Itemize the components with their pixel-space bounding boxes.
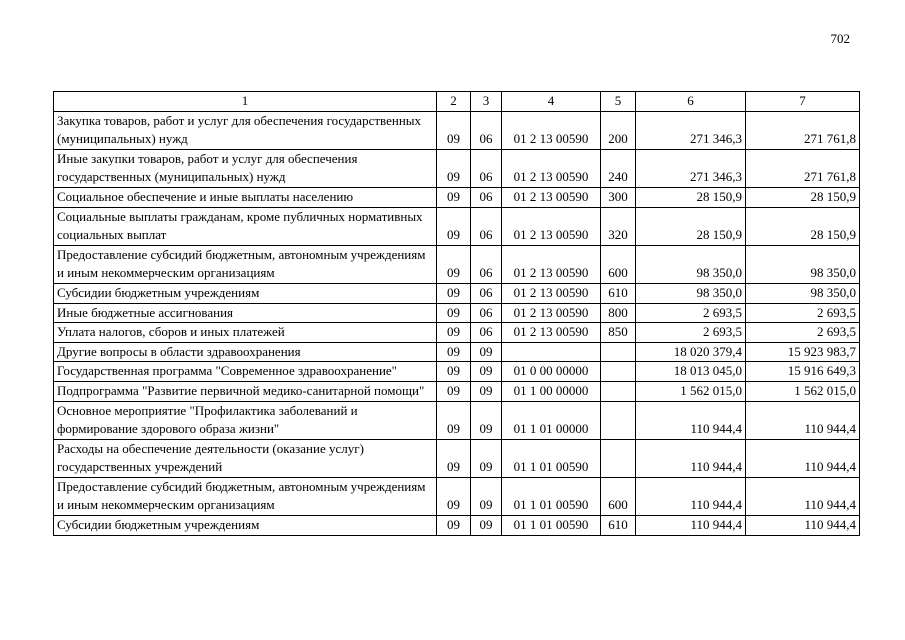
amount-year1-cell: 98 350,0 (636, 245, 746, 283)
amount-year1-cell: 18 020 379,4 (636, 342, 746, 362)
amount-year1-cell: 110 944,4 (636, 401, 746, 439)
amount-year1-cell: 110 944,4 (636, 439, 746, 477)
row-name-cell: Государственная программа "Современное здравоохранение" (54, 362, 437, 382)
table-row (54, 187, 860, 207)
subsection-code-cell: 06 (471, 207, 502, 245)
table-row (54, 207, 860, 245)
amount-year2-cell: 98 350,0 (746, 283, 860, 303)
expense-type-cell (601, 342, 636, 362)
target-article-cell: 01 2 13 00590 (502, 149, 601, 187)
expense-type-cell: 610 (601, 516, 636, 536)
target-article-cell: 01 1 01 00000 (502, 401, 601, 439)
table-row (54, 381, 860, 401)
amount-year2-cell: 2 693,5 (746, 323, 860, 343)
amount-year1-cell: 2 693,5 (636, 303, 746, 323)
header-cell: 6 (636, 92, 746, 112)
row-name-cell: Социальное обеспечение и иные выплаты населению (54, 187, 437, 207)
amount-year1-cell: 271 346,3 (636, 111, 746, 149)
section-code-cell: 09 (437, 439, 471, 477)
table-row (54, 283, 860, 303)
expense-type-cell: 200 (601, 111, 636, 149)
table-row (54, 401, 860, 439)
target-article-cell: 01 1 01 00590 (502, 477, 601, 515)
section-code-cell: 09 (437, 362, 471, 382)
row-name-cell: Иные бюджетные ассигнования (54, 303, 437, 323)
header-cell: 7 (746, 92, 860, 112)
section-code-cell: 09 (437, 323, 471, 343)
subsection-code-cell: 06 (471, 323, 502, 343)
amount-year2-cell: 271 761,8 (746, 149, 860, 187)
subsection-code-cell: 09 (471, 362, 502, 382)
row-name-cell: Предоставление субсидий бюджетным, автономным учреждениям и иным некоммерческим организациям (54, 245, 437, 283)
amount-year2-cell: 28 150,9 (746, 207, 860, 245)
subsection-code-cell: 06 (471, 149, 502, 187)
header-cell: 1 (54, 92, 437, 112)
section-code-cell: 09 (437, 283, 471, 303)
budget-table (53, 91, 860, 536)
table-row (54, 342, 860, 362)
header-cell: 2 (437, 92, 471, 112)
row-name-cell: Расходы на обеспечение деятельности (оказание услуг) государственных учреждений (54, 439, 437, 477)
subsection-code-cell: 09 (471, 381, 502, 401)
row-name-cell: Социальные выплаты гражданам, кроме публичных нормативных социальных выплат (54, 207, 437, 245)
target-article-cell: 01 0 00 00000 (502, 362, 601, 382)
table-row (54, 111, 860, 149)
expense-type-cell (601, 381, 636, 401)
section-code-cell: 09 (437, 381, 471, 401)
target-article-cell (502, 342, 601, 362)
amount-year1-cell: 2 693,5 (636, 323, 746, 343)
amount-year2-cell: 271 761,8 (746, 111, 860, 149)
target-article-cell: 01 2 13 00590 (502, 187, 601, 207)
amount-year2-cell: 1 562 015,0 (746, 381, 860, 401)
target-article-cell: 01 2 13 00590 (502, 323, 601, 343)
amount-year1-cell: 28 150,9 (636, 207, 746, 245)
amount-year1-cell: 98 350,0 (636, 283, 746, 303)
subsection-code-cell: 06 (471, 303, 502, 323)
section-code-cell: 09 (437, 477, 471, 515)
target-article-cell: 01 1 01 00590 (502, 516, 601, 536)
amount-year2-cell: 110 944,4 (746, 439, 860, 477)
amount-year2-cell: 15 923 983,7 (746, 342, 860, 362)
expense-type-cell: 850 (601, 323, 636, 343)
section-code-cell: 09 (437, 187, 471, 207)
expense-type-cell: 240 (601, 149, 636, 187)
subsection-code-cell: 06 (471, 187, 502, 207)
row-name-cell: Подпрограмма "Развитие первичной медико-санитарной помощи" (54, 381, 437, 401)
subsection-code-cell: 09 (471, 477, 502, 515)
expense-type-cell: 600 (601, 477, 636, 515)
page-number: 702 (830, 31, 850, 46)
expense-type-cell: 320 (601, 207, 636, 245)
amount-year1-cell: 110 944,4 (636, 516, 746, 536)
header-cell: 3 (471, 92, 502, 112)
expense-type-cell: 800 (601, 303, 636, 323)
section-code-cell: 09 (437, 342, 471, 362)
expense-type-cell (601, 362, 636, 382)
section-code-cell: 09 (437, 516, 471, 536)
table-row (54, 323, 860, 343)
amount-year2-cell: 15 916 649,3 (746, 362, 860, 382)
amount-year1-cell: 110 944,4 (636, 477, 746, 515)
amount-year2-cell: 28 150,9 (746, 187, 860, 207)
row-name-cell: Другие вопросы в области здравоохранения (54, 342, 437, 362)
table-row (54, 245, 860, 283)
amount-year2-cell: 110 944,4 (746, 477, 860, 515)
expense-type-cell (601, 439, 636, 477)
amount-year1-cell: 28 150,9 (636, 187, 746, 207)
table-header-row (54, 92, 860, 112)
subsection-code-cell: 06 (471, 245, 502, 283)
row-name-cell: Иные закупки товаров, работ и услуг для обеспечения государственных (муниципальных) нужд (54, 149, 437, 187)
section-code-cell: 09 (437, 207, 471, 245)
table-row (54, 439, 860, 477)
header-cell: 4 (502, 92, 601, 112)
table-row (54, 362, 860, 382)
section-code-cell: 09 (437, 149, 471, 187)
subsection-code-cell: 09 (471, 439, 502, 477)
amount-year1-cell: 18 013 045,0 (636, 362, 746, 382)
amount-year2-cell: 110 944,4 (746, 516, 860, 536)
row-name-cell: Уплата налогов, сборов и иных платежей (54, 323, 437, 343)
section-code-cell: 09 (437, 111, 471, 149)
section-code-cell: 09 (437, 401, 471, 439)
subsection-code-cell: 09 (471, 342, 502, 362)
row-name-cell: Закупка товаров, работ и услуг для обеспечения государственных (муниципальных) нужд (54, 111, 437, 149)
subsection-code-cell: 06 (471, 283, 502, 303)
target-article-cell: 01 2 13 00590 (502, 245, 601, 283)
expense-type-cell: 610 (601, 283, 636, 303)
table-row (54, 477, 860, 515)
section-code-cell: 09 (437, 303, 471, 323)
table-row (54, 149, 860, 187)
table-row (54, 303, 860, 323)
target-article-cell: 01 2 13 00590 (502, 283, 601, 303)
target-article-cell: 01 1 00 00000 (502, 381, 601, 401)
amount-year2-cell: 110 944,4 (746, 401, 860, 439)
subsection-code-cell: 09 (471, 516, 502, 536)
target-article-cell: 01 2 13 00590 (502, 303, 601, 323)
expense-type-cell: 300 (601, 187, 636, 207)
row-name-cell: Предоставление субсидий бюджетным, автономным учреждениям и иным некоммерческим организациям (54, 477, 437, 515)
section-code-cell: 09 (437, 245, 471, 283)
budget-table-body (54, 92, 860, 536)
target-article-cell: 01 1 01 00590 (502, 439, 601, 477)
row-name-cell: Основное мероприятие "Профилактика заболеваний и формирование здорового образа жизни" (54, 401, 437, 439)
subsection-code-cell: 09 (471, 401, 502, 439)
amount-year2-cell: 98 350,0 (746, 245, 860, 283)
amount-year1-cell: 1 562 015,0 (636, 381, 746, 401)
subsection-code-cell: 06 (471, 111, 502, 149)
row-name-cell: Субсидии бюджетным учреждениям (54, 516, 437, 536)
amount-year1-cell: 271 346,3 (636, 149, 746, 187)
expense-type-cell (601, 401, 636, 439)
table-row (54, 516, 860, 536)
expense-type-cell: 600 (601, 245, 636, 283)
row-name-cell: Субсидии бюджетным учреждениям (54, 283, 437, 303)
target-article-cell: 01 2 13 00590 (502, 111, 601, 149)
target-article-cell: 01 2 13 00590 (502, 207, 601, 245)
amount-year2-cell: 2 693,5 (746, 303, 860, 323)
header-cell: 5 (601, 92, 636, 112)
